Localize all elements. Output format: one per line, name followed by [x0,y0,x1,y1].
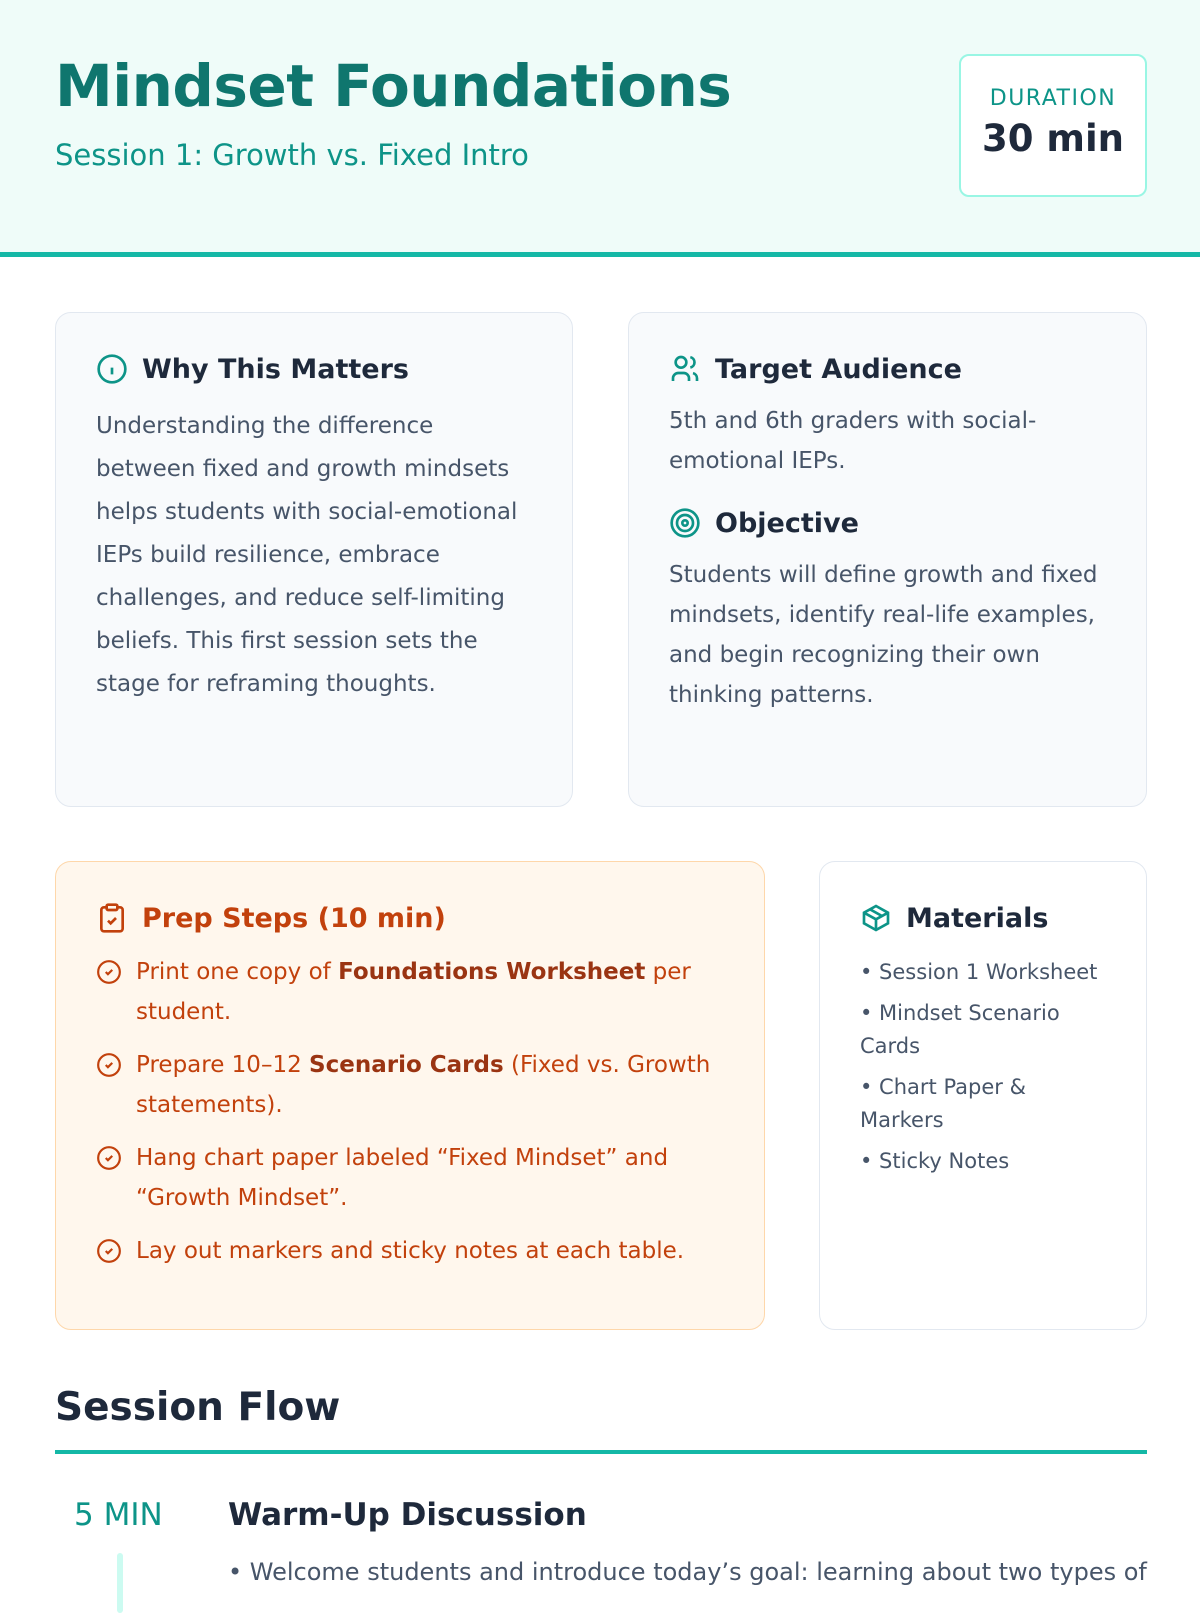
material-item: • Mindset Scenario Cards [860,1001,1060,1058]
clipboard-check-icon [96,902,128,934]
step-text: per student. [136,959,691,1025]
check-circle-icon [96,1145,122,1171]
users-icon [669,353,701,385]
session-flow-heading: Session Flow [55,1385,341,1430]
step-text: Prepare 10–12 [136,1052,310,1078]
step-text: (Fixed vs. Growth statements). [136,1052,711,1118]
step-bold: Scenario Cards [309,1052,504,1078]
prep-title: Prep Steps (10 min) [142,902,446,934]
prep-step [96,1138,724,1218]
page-header [0,0,1200,257]
prep-step [96,952,724,1032]
prep-step [96,1045,724,1125]
step-text: Print one copy of [136,959,339,985]
section-bullet: • Welcome students and introduce today’s goal: learning about two types of [228,1558,1147,1586]
timeline-line [117,1553,123,1613]
package-icon [860,902,892,934]
audience-card [628,312,1147,807]
duration-label: DURATION [989,86,1117,111]
step-text: Hang chart paper labeled “Fixed Mindset” and “Growth Mindset”. [136,1145,669,1211]
section-title: Warm-Up Discussion [228,1497,587,1533]
materials-title: Materials [906,902,1049,934]
duration-badge [959,54,1147,197]
check-circle-icon [96,1238,122,1264]
divider [55,1450,1147,1454]
step-bold: Foundations Worksheet [338,959,646,985]
section-time: 5 MIN [74,1497,163,1533]
check-circle-icon [96,959,122,985]
material-item: • Chart Paper & Markers [860,1075,1026,1132]
check-circle-icon [96,1052,122,1078]
objective-title: Objective [715,507,859,539]
material-item: • Sticky Notes [860,1149,1010,1173]
prep-step [96,1231,724,1271]
why-card [55,312,573,807]
prep-card [55,861,765,1330]
info-icon [96,353,128,385]
audience-title: Target Audience [715,353,962,385]
page-title: Mindset Foundations [55,52,732,120]
page-subtitle: Session 1: Growth vs. Fixed Intro [55,138,529,172]
materials-card [819,861,1147,1330]
material-item: • Session 1 Worksheet [860,960,1098,984]
audience-body: 5th and 6th graders with social-emotional IEPs. [669,408,1037,474]
why-title: Why This Matters [142,353,409,385]
target-icon [669,507,701,539]
why-body: Understanding the difference between fixed and growth mindsets helps students with social-emotional IEPs build resilience, embrace challenges, and reduce self-limiting beliefs. This first session sets the stage for reframing thoughts. [96,413,518,697]
step-text: Lay out markers and sticky notes at each table. [136,1238,685,1264]
objective-body: Students will define growth and fixed mindsets, identify real-life examples, and begin recognizing their own thinking patterns. [669,562,1098,708]
duration-value: 30 min [982,117,1124,160]
